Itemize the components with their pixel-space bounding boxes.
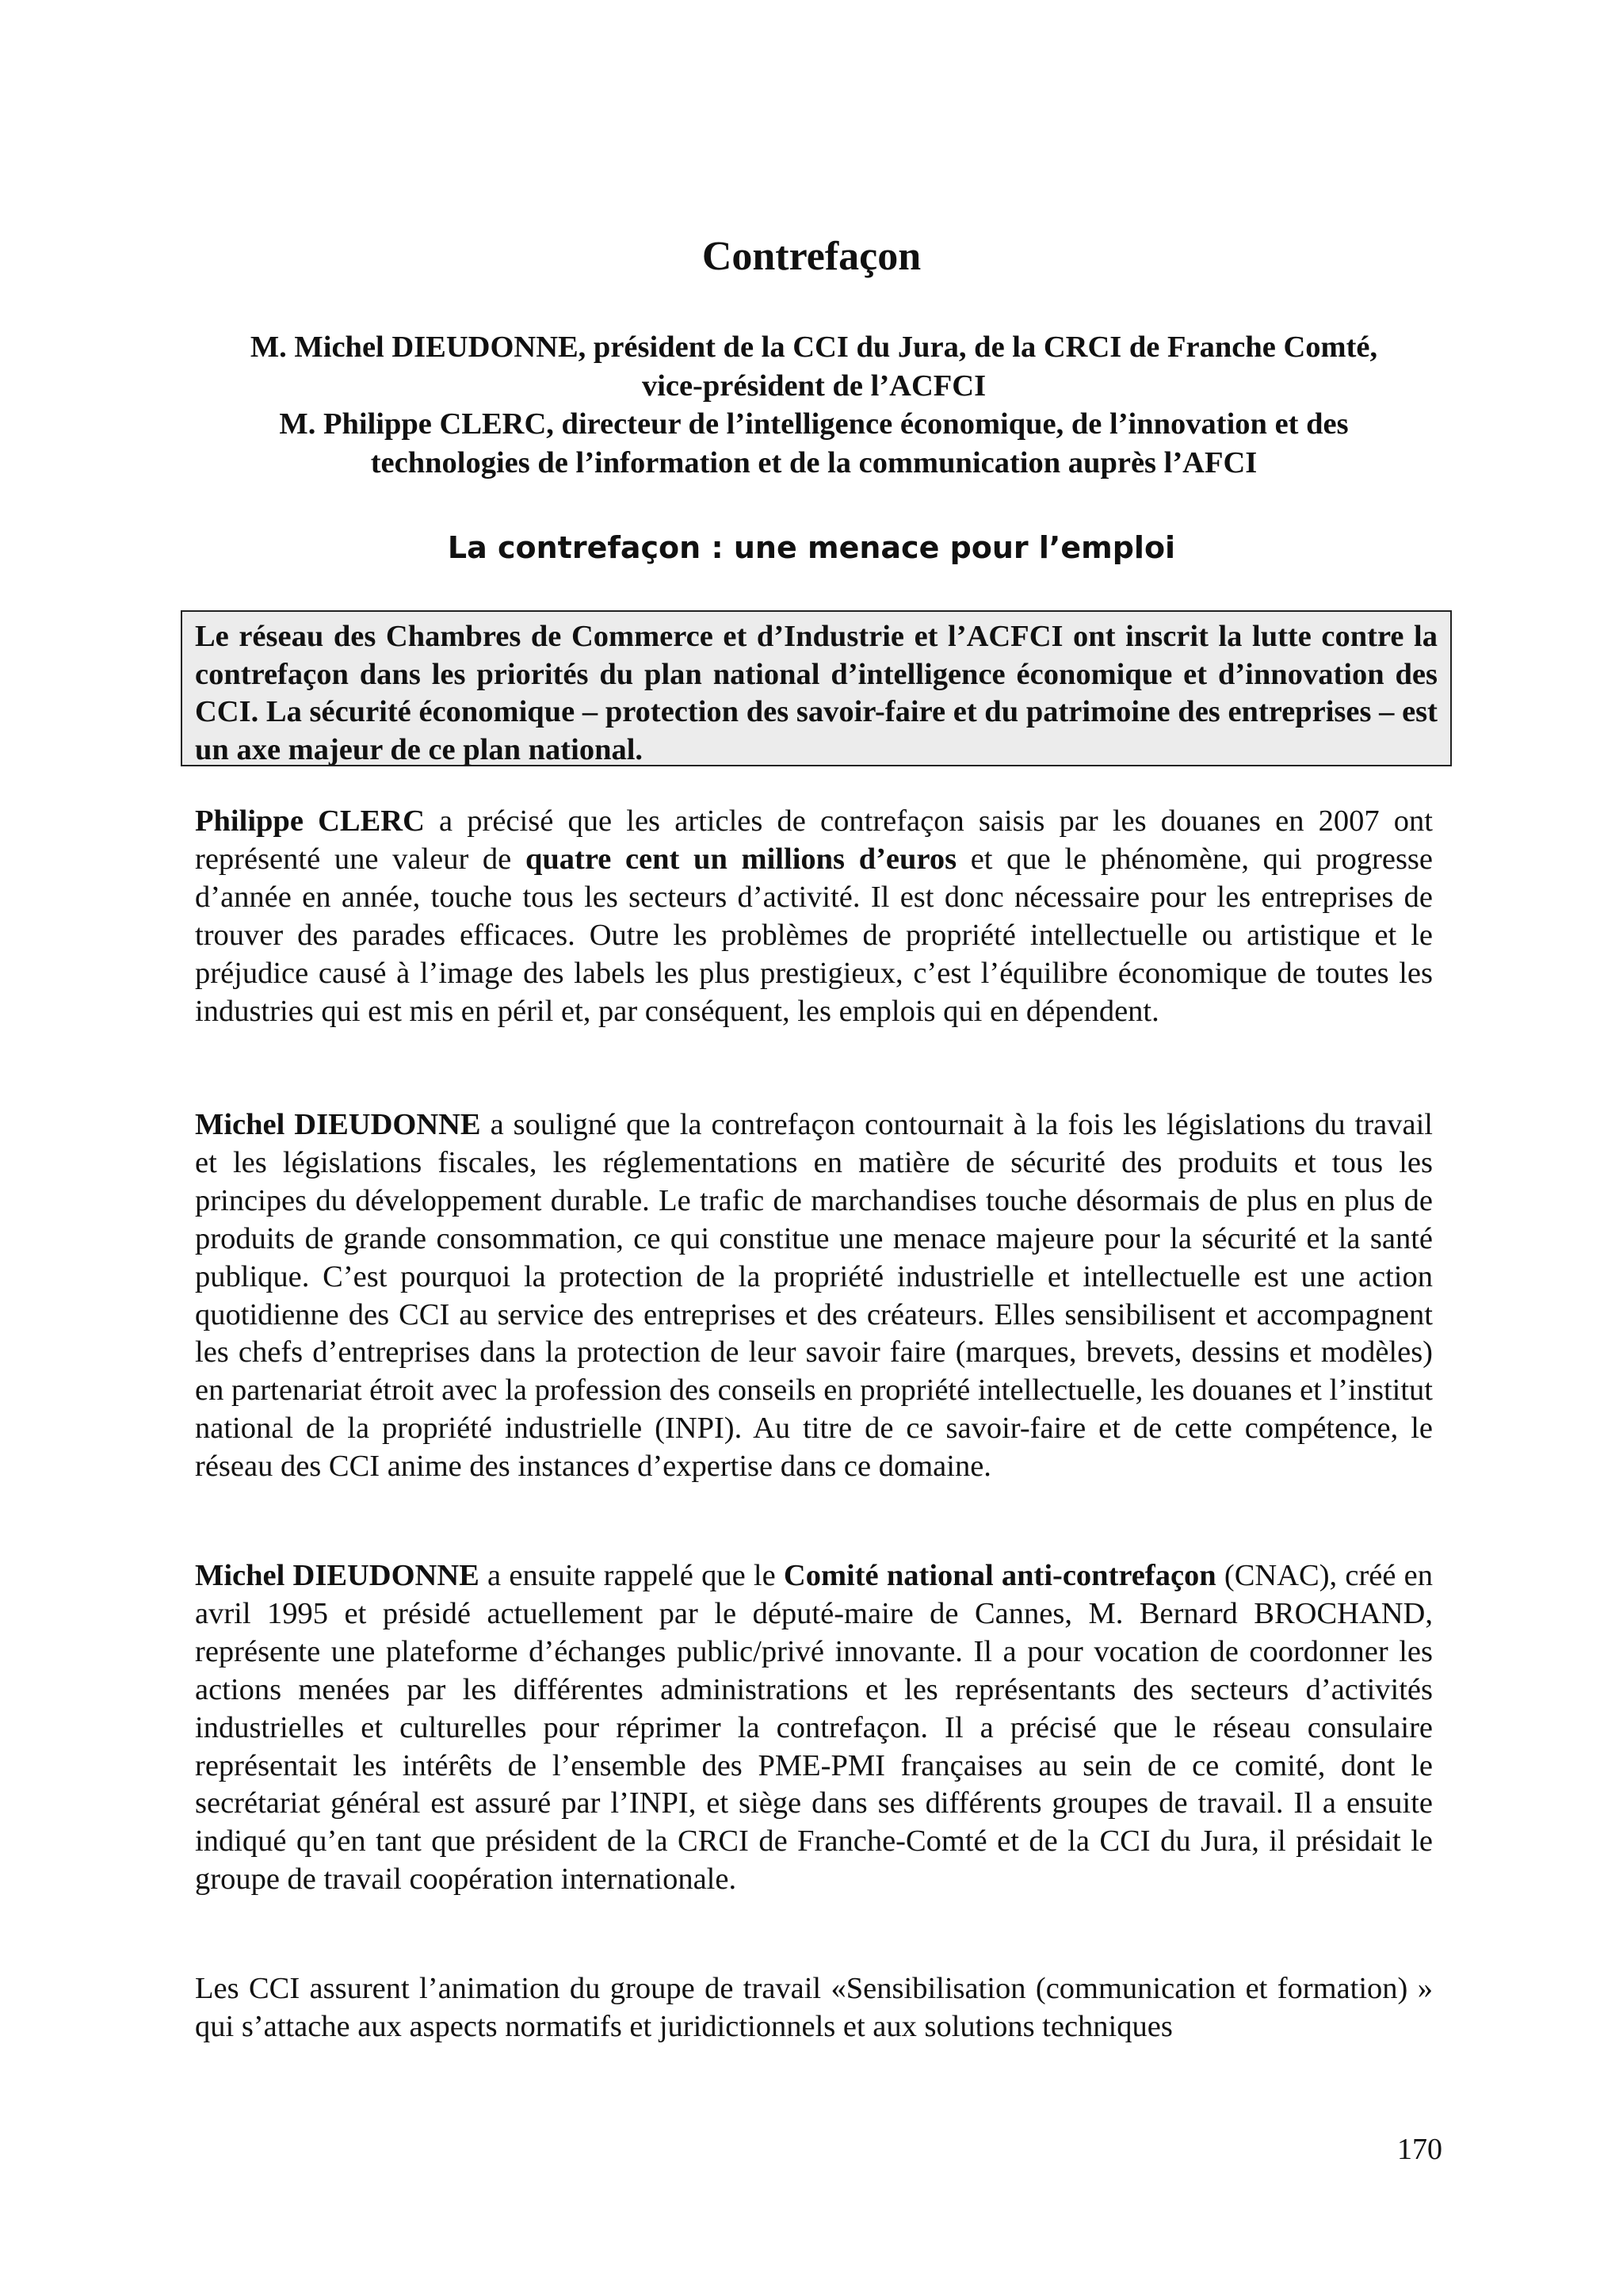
paragraph-text: a ensuite rappelé que le — [479, 1559, 784, 1592]
paragraph-text: et que le phénomène, qui progresse d’année en année, touche tous les secteurs d’activité. Il est donc nécessaire pour les entreprises de trouver des parades efficaces. Outre les problèmes de propriété intellectuelle ou artistique et le préjudice causé à l’image des labels les plus prestigieux, c’est l’équilibre économique de toutes les industries qui est mis en péril et, par conséquent, les emplois qui en dépendent. — [195, 842, 1433, 1028]
authors-block — [195, 328, 1433, 482]
speaker-name: Michel DIEUDONNE — [195, 1108, 481, 1141]
author-line-4: technologies de l’information et de la communication auprès l’AFCI — [370, 445, 1258, 479]
paragraph-text: Les CCI assurent l’animation du groupe de travail «Sensibilisation (communication et formation) » qui s’attache aux aspects normatifs et juridictionnels et aux solutions techniques — [195, 1972, 1433, 2043]
abstract-box — [181, 610, 1452, 766]
bold-emphasis: quatre cent un millions d’euros — [525, 842, 957, 876]
paragraph-4 — [195, 1970, 1433, 2046]
author-line-1: M. Michel DIEUDONNE, président de la CCI du Jura, de la CRCI de Franche Comté, — [250, 330, 1378, 364]
author-line-3: M. Philippe CLERC, directeur de l’intelligence économique, de l’innovation et des — [279, 407, 1349, 441]
speaker-name: Philippe CLERC — [195, 804, 425, 838]
paragraph-1 — [195, 803, 1433, 1030]
speaker-name: Michel DIEUDONNE — [195, 1559, 479, 1592]
bold-emphasis: Comité national anti-contrefaçon — [783, 1559, 1216, 1592]
paragraph-3 — [195, 1557, 1433, 1899]
abstract-text: Le réseau des Chambres de Commerce et d’Industrie et l’ACFCI ont inscrit la lutte contre la contrefaçon dans les priorités du plan national d’intelligence économique et d’innovation des CCI. La sécurité économique – protection des savoir-faire et du patrimoine des entreprises – est un axe majeur de ce plan national. — [195, 620, 1438, 766]
page-number: 170 — [1397, 2133, 1442, 2166]
section-subtitle: La contrefaçon : une menace pour l’emploi — [447, 530, 1176, 565]
paragraph-text: a précisé que les articles de contrefaçon saisis par les douanes en 2007 ont représenté une valeur de — [195, 804, 1433, 876]
paragraph-2 — [195, 1106, 1433, 1486]
page-title: Contrefaçon — [701, 234, 922, 279]
paragraph-text: a souligné que la contrefaçon contournait à la fois les législations du travail et les législations fiscales, les réglementations en matière de sécurité des produits et tous les principes du développement durable. Le trafic de marchandises touche désormais de plus en plus de produits de grande consommation, ce qui constitue une menace majeure pour la sécurité et la santé publique. C’est pourquoi la protection de la propriété industrielle et intellectuelle est une action quotidienne des CCI au service des entreprises et des créateurs. Elles sensibilisent et accompagnent les chefs d’entreprises dans la protection de leur savoir faire (marques, brevets, dessins et modèles) en partenariat étroit avec la profession des conseils en propriété intellectuelle, les douanes et l’institut national de la propriété industrielle (INPI). Au titre de ce savoir-faire et de cette compétence, le réseau des CCI anime des instances d’expertise dans ce domaine. — [195, 1108, 1434, 1484]
author-line-2: vice-président de l’ACFCI — [641, 369, 987, 403]
paragraph-text: (CNAC), créé en avril 1995 et présidé actuellement par le député-maire de Cannes, M. Bernard BROCHAND, représente une plateforme d’échanges public/privé innovante. Il a pour vocation de coordonner les actions menées par les différentes administrations et les représentants des secteurs d’activités industrielles et culturelles pour réprimer la contrefaçon. Il a précisé que le réseau consulaire représentait les intérêts de l’ensemble des PME-PMI françaises au sein de ce comité, dont le secrétariat général est assuré par l’INPI, et siège dans ses différents groupes de travail. Il a ensuite indiqué qu’en tant que président de la CRCI de Franche-Comté et de la CCI du Jura, il présidait le groupe de travail coopération internationale. — [195, 1559, 1434, 1897]
